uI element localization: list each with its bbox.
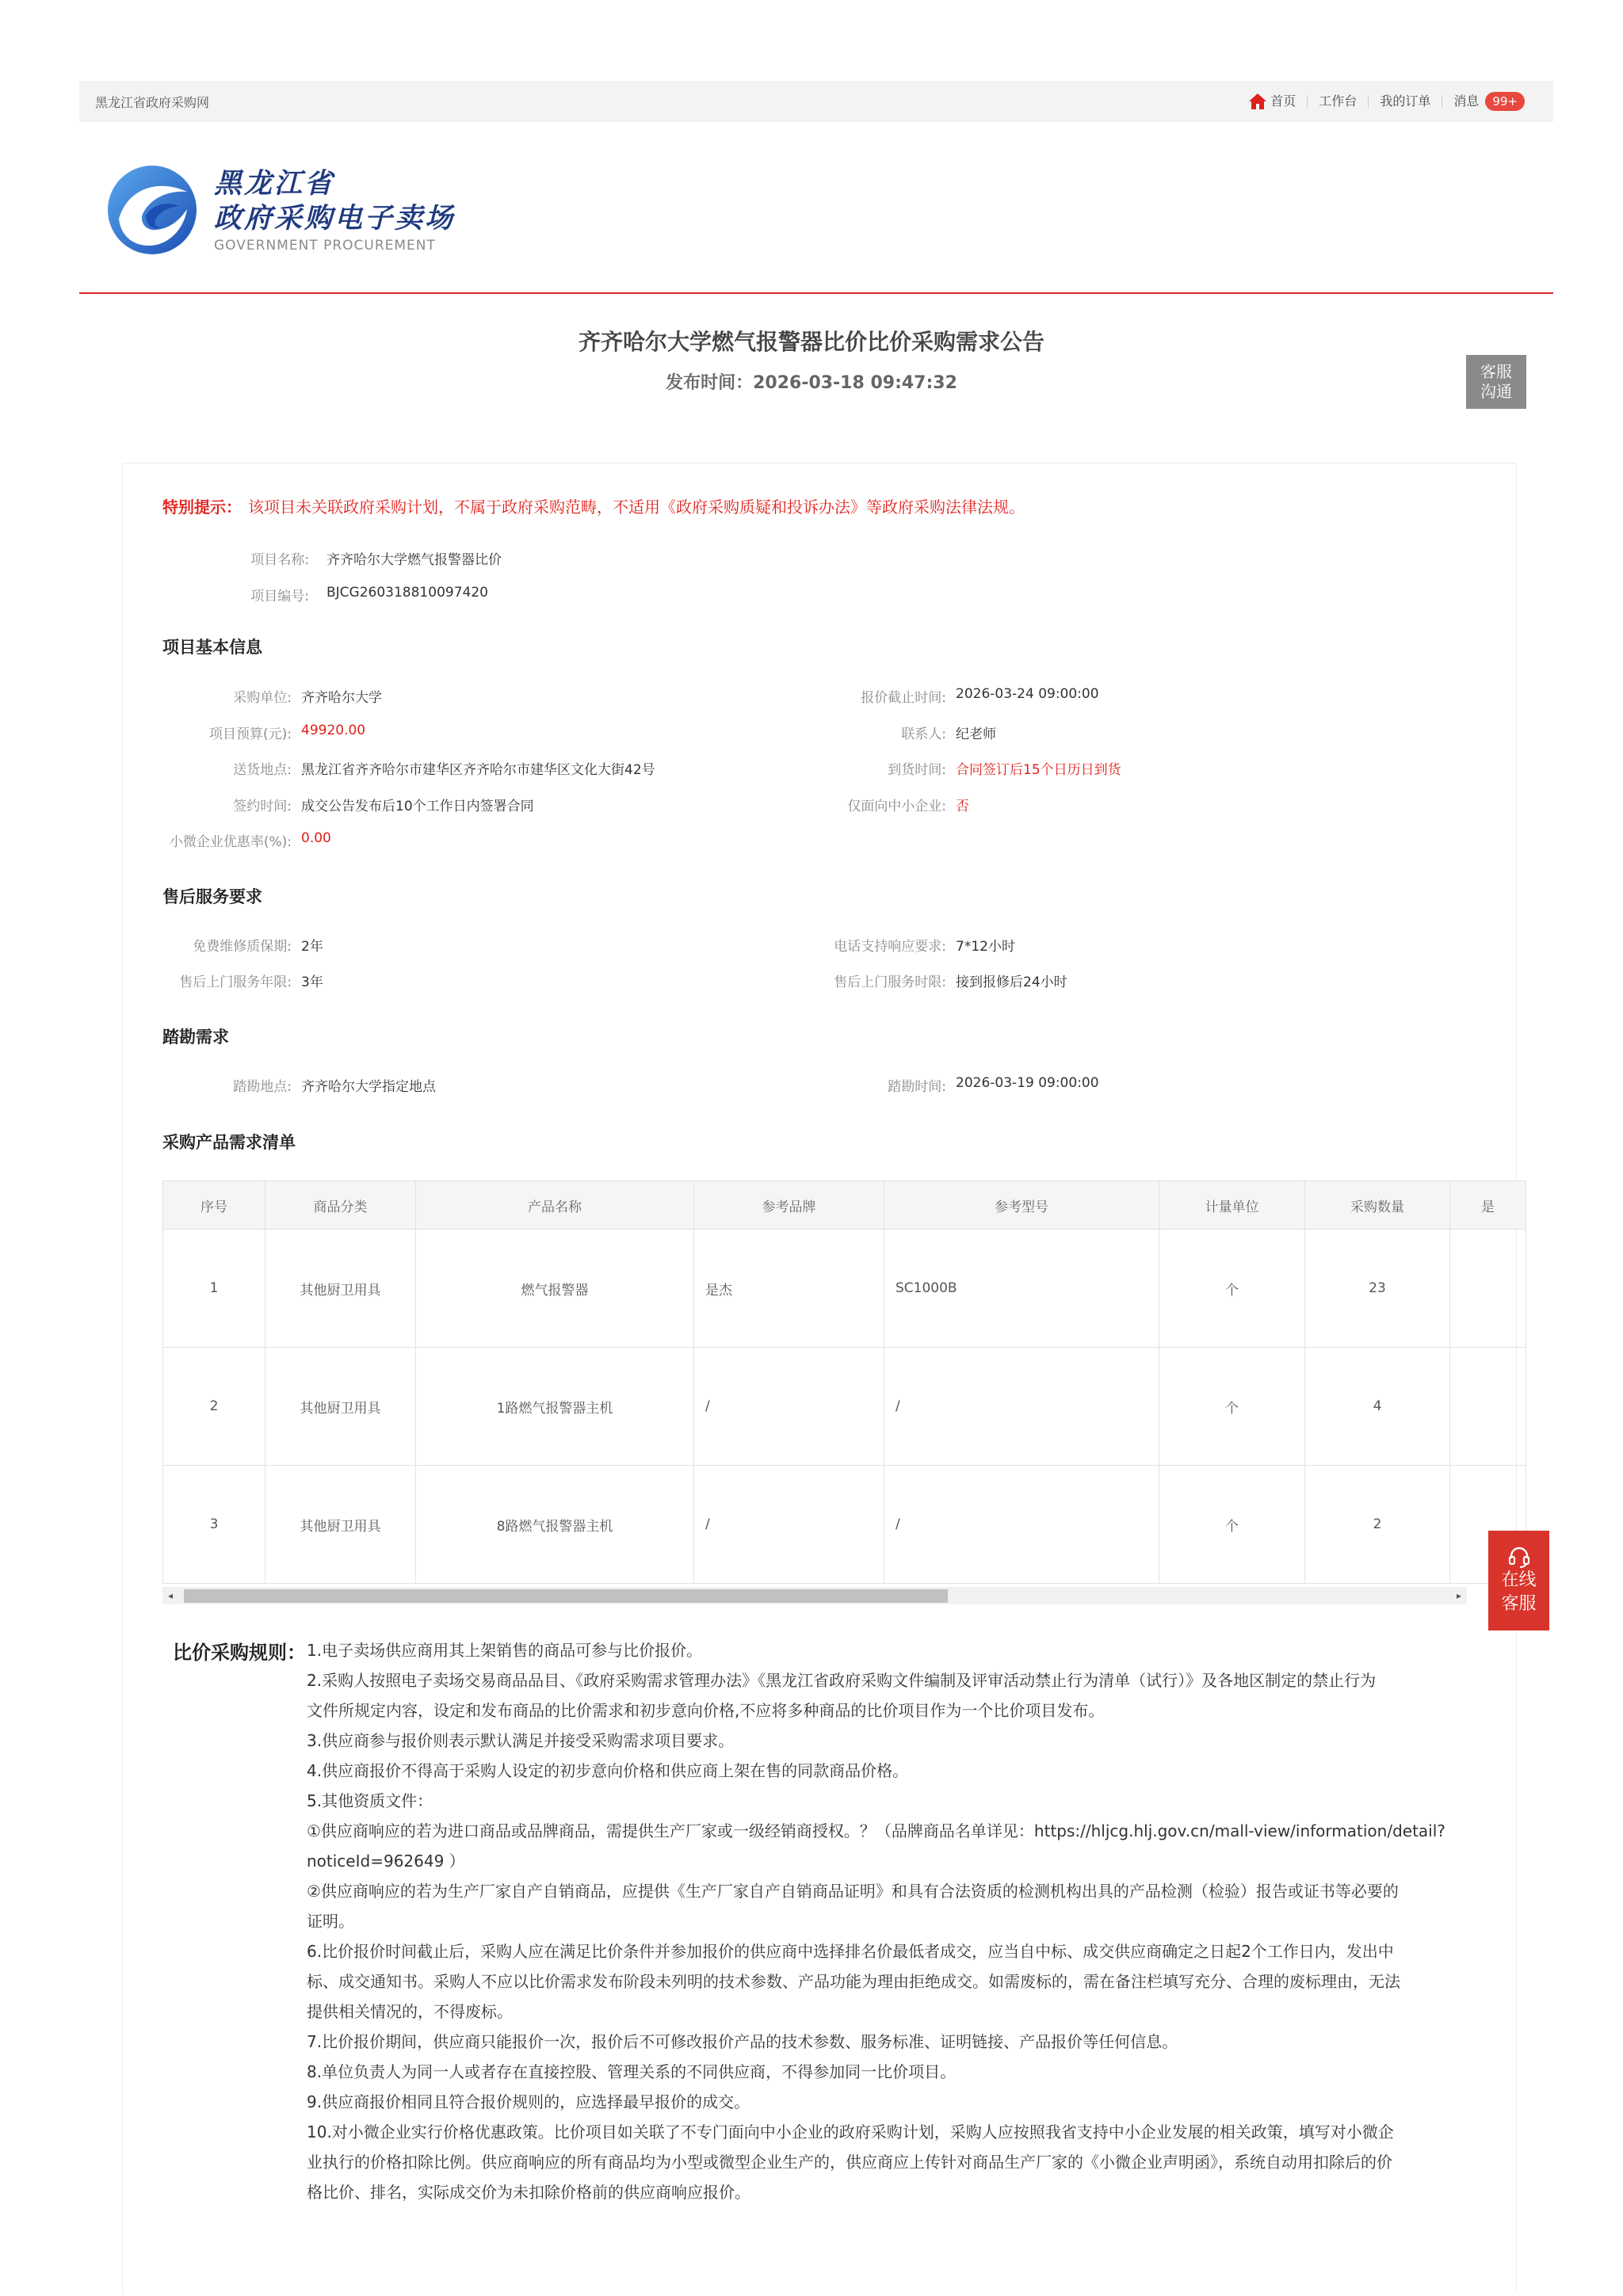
table-header-cell: 计量单位 bbox=[1159, 1181, 1305, 1230]
table-cell: 是杰 bbox=[694, 1230, 884, 1348]
online-service-button[interactable] bbox=[1488, 1531, 1549, 1630]
basic-left-label-2: 送货地点: bbox=[233, 762, 292, 778]
visit-left-label-0: 踏勘地点: bbox=[233, 1079, 292, 1095]
after-left-value-0: 2年 bbox=[301, 939, 323, 955]
basic-right-value-1: 纪老师 bbox=[956, 726, 996, 742]
nav-workbench[interactable]: 工作台 bbox=[1307, 95, 1368, 108]
table-cell: 3 bbox=[163, 1466, 265, 1584]
after-right-value-0: 7*12小时 bbox=[956, 939, 1015, 955]
rule-line: 业执行的价格扣除比例。供应商响应的所有商品均为小型或微型企业生产的，供应商应上传针对商品生产厂家的《小微企业声明函》，系统自动用扣除后的价 bbox=[307, 2153, 1392, 2172]
table-row bbox=[163, 1466, 1526, 1584]
after-left-value-1: 3年 bbox=[301, 974, 323, 990]
table-cell: 个 bbox=[1159, 1230, 1305, 1348]
table-cell: 2 bbox=[163, 1348, 265, 1466]
rule-line: 3.供应商参与报价则表示默认满足并接受采购需求项目要求。 bbox=[307, 1731, 735, 1750]
table-cell: / bbox=[884, 1466, 1159, 1584]
rules-text bbox=[307, 1635, 1468, 2207]
table-cell: 8路燃气报警器主机 bbox=[416, 1466, 694, 1584]
table-cell: 其他厨卫用具 bbox=[265, 1348, 416, 1466]
table-cell: 1 bbox=[163, 1230, 265, 1348]
scrollbar-thumb[interactable] bbox=[184, 1589, 948, 1603]
online-service-line2: 客服 bbox=[1501, 1594, 1537, 1614]
scroll-left-arrow-icon[interactable]: ◂ bbox=[168, 1590, 174, 1601]
table-cell: / bbox=[884, 1348, 1159, 1466]
table-cell: 燃气报警器 bbox=[416, 1230, 694, 1348]
table-cell: 4 bbox=[1305, 1348, 1450, 1466]
after-left-label-1: 售后上门服务年限: bbox=[179, 974, 292, 990]
header-divider bbox=[79, 292, 1553, 294]
table-cell bbox=[1450, 1230, 1526, 1348]
table-cell: 其他厨卫用具 bbox=[265, 1466, 416, 1584]
project-name-label: 项目名称: bbox=[250, 552, 309, 568]
section-product-list: 采购产品需求清单 bbox=[162, 1133, 296, 1152]
top-nav bbox=[1237, 92, 1525, 111]
table-header-row bbox=[163, 1181, 1526, 1230]
visit-right-value-0: 2026-03-19 09:00:00 bbox=[956, 1075, 1099, 1091]
basic-right-value-2: 合同签订后15个日历日到货 bbox=[956, 762, 1121, 778]
service-chat-line2: 沟通 bbox=[1480, 382, 1512, 401]
table-row bbox=[163, 1348, 1526, 1466]
visit-left-value-0: 齐齐哈尔大学指定地点 bbox=[301, 1079, 436, 1095]
project-code-value: BJCG260318810097420 bbox=[327, 585, 488, 601]
basic-left-label-1: 项目预算(元): bbox=[209, 726, 292, 742]
logo-subtitle: GOVERNMENT PROCUREMENT bbox=[214, 238, 436, 254]
table-header-cell: 是 bbox=[1450, 1181, 1526, 1230]
logo-title-line2: 政府采购电子卖场 bbox=[214, 203, 456, 235]
basic-right-label-1: 联系人: bbox=[901, 726, 946, 742]
logo-title-line1: 黑龙江省 bbox=[214, 168, 335, 200]
basic-right-label-3: 仅面向中小企业: bbox=[847, 798, 946, 814]
top-bar bbox=[79, 81, 1553, 122]
table-cell: 1路燃气报警器主机 bbox=[416, 1348, 694, 1466]
after-left-label-0: 免费维修质保期: bbox=[193, 939, 292, 955]
table-header-cell: 商品分类 bbox=[265, 1181, 416, 1230]
table-cell: SC1000B bbox=[884, 1230, 1159, 1348]
basic-left-label-3: 签约时间: bbox=[233, 798, 292, 814]
rule-line: 6.比价报价时间截止后，采购人应在满足比价条件并参加报价的供应商中选择排名价最低者成交，应当自中标、成交供应商确定之日起2个工作日内，发出中 bbox=[307, 1942, 1394, 1961]
table-header-cell: 产品名称 bbox=[416, 1181, 694, 1230]
rule-line: 8.单位负责人为同一人或者存在直接控股、管理关系的不同供应商，不得参加同一比价项目。 bbox=[307, 2062, 957, 2081]
basic-right-value-0: 2026-03-24 09:00:00 bbox=[956, 686, 1099, 702]
rules-title: 比价采购规则： bbox=[173, 1642, 306, 1664]
table-cell: 23 bbox=[1305, 1230, 1450, 1348]
basic-left-value-4: 0.00 bbox=[301, 830, 331, 846]
basic-right-value-3: 否 bbox=[956, 798, 969, 814]
home-icon bbox=[1248, 93, 1267, 110]
scroll-right-arrow-icon[interactable]: ▸ bbox=[1457, 1590, 1462, 1601]
project-name-value: 齐齐哈尔大学燃气报警器比价 bbox=[327, 552, 502, 568]
rule-line: 7.比价报价期间，供应商只能报价一次，报价后不可修改报价产品的技术参数、服务标准、证明链接、产品报价等任何信息。 bbox=[307, 2032, 1178, 2051]
basic-left-label-0: 采购单位: bbox=[233, 690, 292, 706]
basic-right-label-0: 报价截止时间: bbox=[861, 690, 946, 706]
rule-line: ①供应商响应的若为进口商品或品牌商品，需提供生产厂家或一级经销商授权。？（品牌商品名单详见：https://hljcg.hlj.gov.cn/mall-view/information/detail? bbox=[307, 1821, 1445, 1840]
rule-line: 10.对小微企业实行价格优惠政策。比价项目如关联了不专门面向中小企业的政府采购计划，采购人应按照我省支持中小企业发展的相关政策，填写对小微企 bbox=[307, 2122, 1394, 2142]
rule-line: 文件所规定内容，设定和发布商品的比价需求和初步意向价格,不应将多种商品的比价项目作为一个比价项目发布。 bbox=[307, 1701, 1105, 1720]
nav-my-orders[interactable]: 我的订单 bbox=[1368, 95, 1442, 108]
service-chat-line1: 客服 bbox=[1480, 362, 1512, 381]
table-header-cell: 采购数量 bbox=[1305, 1181, 1450, 1230]
after-right-value-1: 接到报修后24小时 bbox=[956, 974, 1067, 990]
rule-line: 2.采购人按照电子卖场交易商品品目、《政府采购需求管理办法》《黑龙江省政府采购文件编制及评审活动禁止行为清单（试行）》及各地区制定的禁止行为 bbox=[307, 1671, 1377, 1690]
table-cell: 2 bbox=[1305, 1466, 1450, 1584]
service-chat-button[interactable] bbox=[1466, 355, 1526, 409]
rule-line: 标、成交通知书。采购人不应以比价需求发布阶段未列明的技术参数、产品功能为理由拒绝成交。如需废标的，需在备注栏填写充分、合理的废标理由，无法 bbox=[307, 1972, 1400, 1991]
rule-line: 4.供应商报价不得高于采购人设定的初步意向价格和供应商上架在售的同款商品价格。 bbox=[307, 1761, 909, 1780]
table-header-cell: 参考型号 bbox=[884, 1181, 1159, 1230]
special-notice bbox=[162, 494, 1025, 517]
section-site-visit: 踏勘需求 bbox=[162, 1028, 229, 1047]
basic-left-value-0: 齐齐哈尔大学 bbox=[301, 690, 382, 706]
basic-left-value-2: 黑龙江省齐齐哈尔市建华区齐齐哈尔市建华区文化大街42号 bbox=[301, 762, 655, 778]
rule-line: 9.供应商报价相同且符合报价规则的，应选择最早报价的成交。 bbox=[307, 2092, 750, 2111]
product-table-wrapper[interactable] bbox=[162, 1180, 1495, 1577]
rule-line: 1.电子卖场供应商用其上架销售的商品可参与比价报价。 bbox=[307, 1641, 703, 1660]
after-right-label-1: 售后上门服务时限: bbox=[834, 974, 946, 990]
product-table bbox=[162, 1180, 1526, 1584]
table-cell: 个 bbox=[1159, 1348, 1305, 1466]
logo-emblem-icon[interactable] bbox=[105, 163, 200, 257]
rule-line: 5.其他资质文件： bbox=[307, 1791, 433, 1810]
table-cell: / bbox=[694, 1466, 884, 1584]
table-cell: / bbox=[694, 1348, 884, 1466]
online-service-line1: 在线 bbox=[1501, 1570, 1537, 1590]
project-code-label: 项目编号: bbox=[250, 589, 309, 605]
basic-left-value-1: 49920.00 bbox=[301, 722, 366, 738]
basic-left-label-4: 小微企业优惠率(%): bbox=[169, 834, 292, 850]
table-cell: 个 bbox=[1159, 1466, 1305, 1584]
headset-icon bbox=[1507, 1545, 1531, 1569]
rule-line: 证明。 bbox=[307, 1912, 354, 1931]
publish-time: 发布时间：2026-03-18 09:47:32 bbox=[666, 373, 957, 393]
visit-right-label-0: 踏勘时间: bbox=[888, 1079, 946, 1095]
rule-line: 提供相关情况的，不得废标。 bbox=[307, 2002, 513, 2021]
message-badge[interactable]: 99+ bbox=[1485, 92, 1525, 111]
nav-messages[interactable]: 消息 bbox=[1442, 95, 1490, 108]
table-cell: 其他厨卫用具 bbox=[265, 1230, 416, 1348]
nav-home[interactable] bbox=[1237, 93, 1307, 110]
notice-label: 特别提示： bbox=[162, 498, 242, 517]
after-right-label-0: 电话支持响应要求: bbox=[834, 939, 946, 955]
rule-line: ②供应商响应的若为生产厂家自产自销商品，应提供《生产厂家自产自销商品证明》和具有合法资质的检测机构出具的产品检测（检验）报告或证书等必要的 bbox=[307, 1882, 1399, 1901]
table-header-cell: 序号 bbox=[163, 1181, 265, 1230]
nav-home-label: 首页 bbox=[1270, 93, 1296, 109]
basic-left-value-3: 成交公告发布后10个工作日内签署合同 bbox=[301, 798, 534, 814]
table-row bbox=[163, 1230, 1526, 1348]
table-header-cell: 参考品牌 bbox=[694, 1181, 884, 1230]
table-cell bbox=[1450, 1348, 1526, 1466]
notice-text: 该项目未关联政府采购计划，不属于政府采购范畴，不适用《政府采购质疑和投诉办法》等政府采购法律法规。 bbox=[248, 498, 1025, 517]
rule-line: noticeId=962649 ） bbox=[307, 1852, 465, 1871]
basic-right-label-2: 到货时间: bbox=[888, 762, 946, 778]
site-name: 黑龙江省政府采购网 bbox=[95, 95, 210, 110]
section-basic-info: 项目基本信息 bbox=[162, 638, 262, 657]
rule-line: 格比价、排名，实际成交价为未扣除价格前的供应商响应报价。 bbox=[307, 2183, 750, 2202]
section-after-sale: 售后服务要求 bbox=[162, 887, 262, 906]
page-title: 齐齐哈尔大学燃气报警器比价比价采购需求公告 bbox=[578, 329, 1044, 355]
